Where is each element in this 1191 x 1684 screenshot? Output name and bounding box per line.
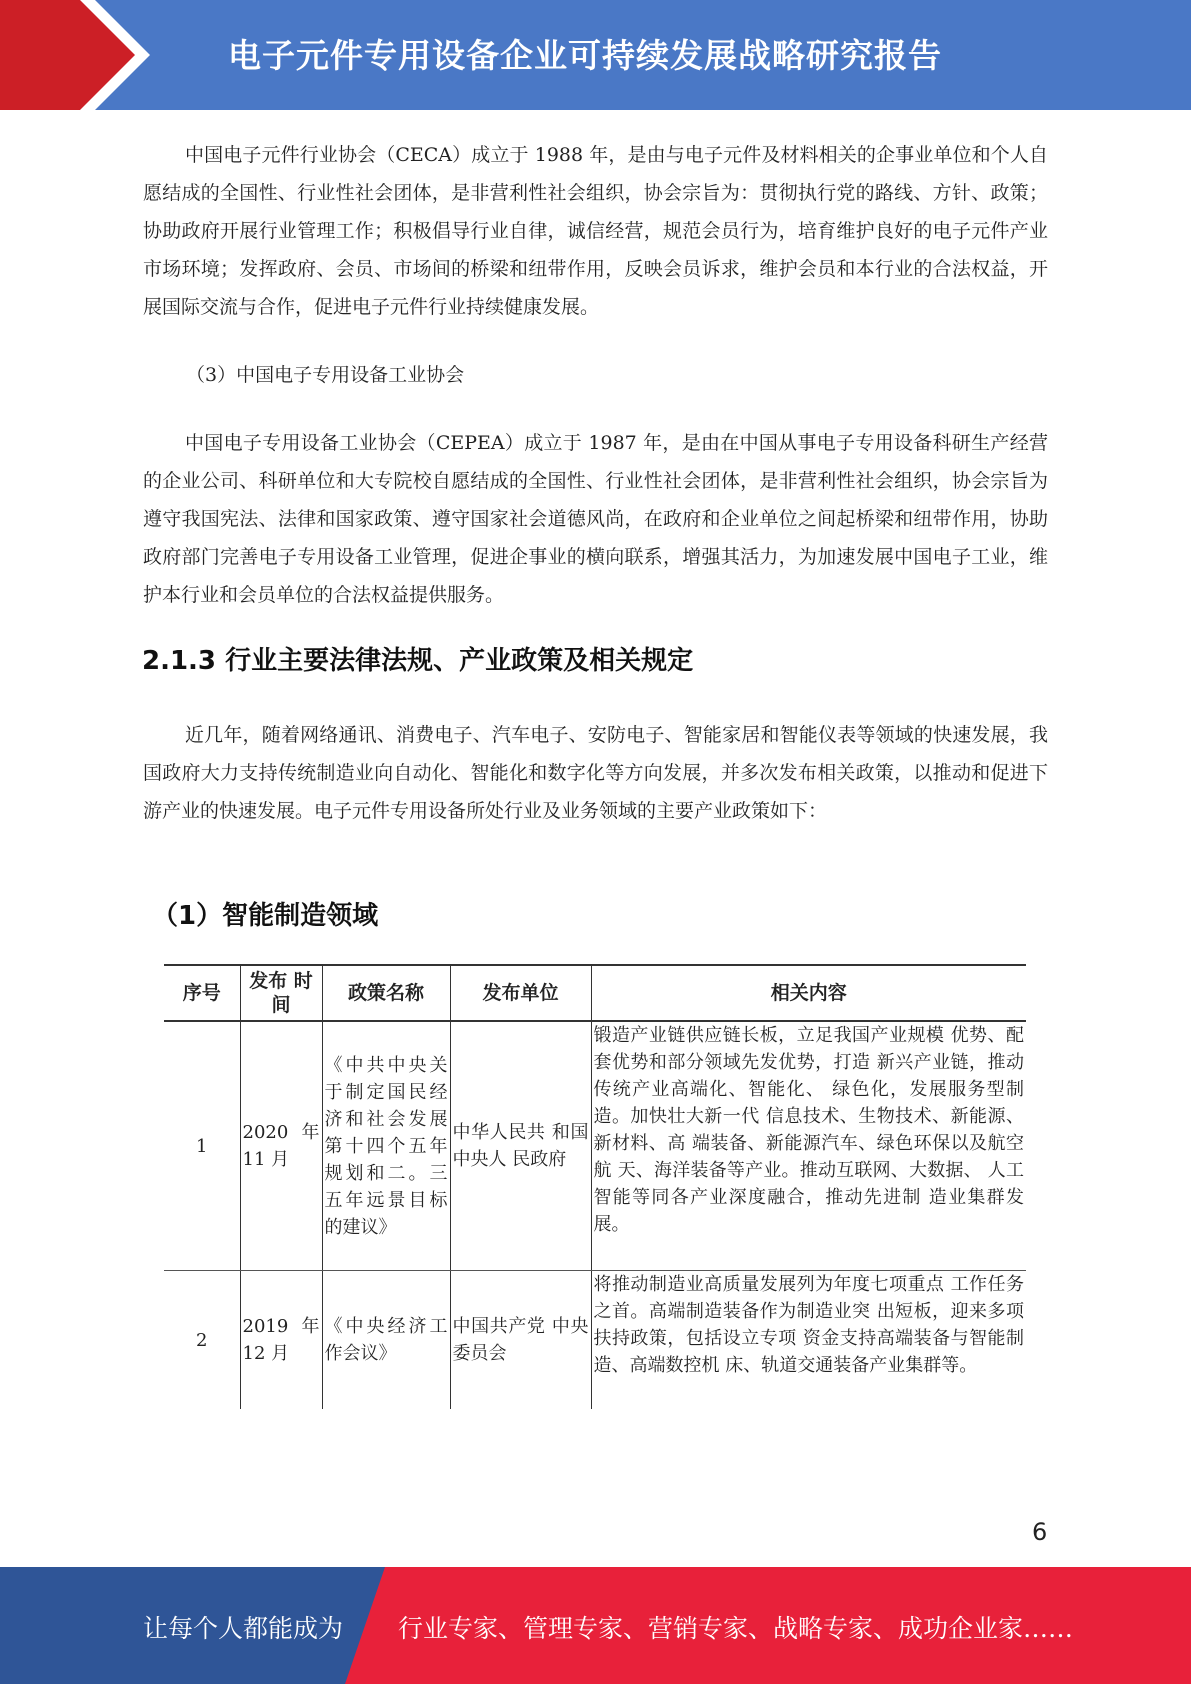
section-title: 2.1.3 行业主要法律法规、产业政策及相关规定	[142, 646, 694, 676]
cell-policy-name: 《中央经济工作会议》	[322, 1271, 450, 1410]
table-header-row	[164, 965, 1026, 1021]
footer-slogan-left: 让每个人都能成为	[143, 1614, 344, 1643]
policy-table	[164, 964, 1026, 1409]
header-content: 相关内容	[591, 965, 1026, 1021]
intro-paragraph: 近几年，随着网络通讯、消费电子、汽车电子、安防电子、智能家居和智能仪表等领域的快速发展，我国政府大力支持传统制造业向自动化、智能化和数字化等方向发展，并多次发布相关政策，以推动和促进下游产业的快速发展。电子元件专用设备所处行业及业务领域的主要产业政策如下：	[143, 724, 1048, 822]
header-arrow-decoration	[0, 0, 160, 110]
page-number: 6	[1032, 1518, 1048, 1546]
header-policy-name: 政策名称	[322, 965, 450, 1021]
header-date: 发布 时间	[240, 965, 322, 1021]
table-row	[164, 1021, 1026, 1271]
page-footer	[0, 1567, 1191, 1684]
header-no: 序号	[164, 965, 240, 1021]
cell-issuer: 中国共产党 中央委员会	[450, 1271, 591, 1410]
page-header	[0, 0, 1191, 110]
cell-issuer: 中华人民共 和国中央人 民政府	[450, 1021, 591, 1271]
cell-no: 2	[196, 1329, 208, 1351]
table-row	[164, 1271, 1026, 1410]
report-title: 电子元件专用设备企业可持续发展战略研究报告	[228, 36, 942, 75]
cepea-heading: （3）中国电子专用设备工业协会	[186, 364, 465, 386]
subsection-title: （1）智能制造领域	[152, 901, 379, 931]
footer-slogan-right: 行业专家、管理专家、营销专家、战略专家、成功企业家……	[398, 1614, 1074, 1643]
cepea-paragraph: 中国电子专用设备工业协会（CEPEA）成立于 1987 年，是由在中国从事电子专用设备科研生产经营的企业公司、科研单位和大专院校自愿结成的全国性、行业性社会团体，是非营利性社会组织，协会宗旨为遵守我国宪法、法律和国家政策、遵守国家社会道德风尚，在政府和企业单位之间起桥梁和纽带作用，协助政府部门完善电子专用设备工业管理，促进企事业的横向联系，增强其活力，为加速发展中国电子工业，维护本行业和会员单位的合法权益提供服务。	[143, 432, 1048, 606]
cell-no: 1	[164, 1021, 240, 1271]
cell-date: 2020 年 11 月	[240, 1021, 322, 1271]
cell-content: 将推动制造业高质量发展列为年度七项重点 工作任务之首。高端制造装备作为制造业突 出短板，迎来多项扶持政策，包括设立专项 资金支持高端装备与智能制造、高端数控机 床、轨道交通装备产业集群等。	[591, 1271, 1026, 1410]
ceca-paragraph: 中国电子元件行业协会（CECA）成立于 1988 年，是由与电子元件及材料相关的企事业单位和个人自愿结成的全国性、行业性社会团体，是非营利性社会组织，协会宗旨为：贯彻执行党的路线、方针、政策；协助政府开展行业管理工作；积极倡导行业自律，诚信经营，规范会员行为，培育维护良好的电子元件产业市场环境；发挥政府、会员、市场间的桥梁和纽带作用，反映会员诉求，维护会员和本行业的合法权益，开展国际交流与合作，促进电子元件行业持续健康发展。	[143, 144, 1048, 318]
cell-policy-name: 《中共中央关于制定国民经济和社会发展第十四个五年规划和二。三五年远景目标的建议》	[322, 1021, 450, 1271]
cell-date: 2019 年 12 月	[240, 1271, 322, 1410]
header-issuer: 发布单位	[450, 965, 591, 1021]
cell-content: 锻造产业链供应链长板，立足我国产业规模 优势、配套优势和部分领域先发优势，打造 新兴产业链，推动传统产业高端化、智能化、 绿色化，发展服务型制造。加快壮大新一代 信息技术、生物技术、新能源、新材料、高 端装备、新能源汽车、绿色环保以及航空航 天、海洋装备等产业。推动互联网、大数据、 人工智能等同各产业深度融合，推动先进制 造业集群发展。	[591, 1021, 1026, 1271]
